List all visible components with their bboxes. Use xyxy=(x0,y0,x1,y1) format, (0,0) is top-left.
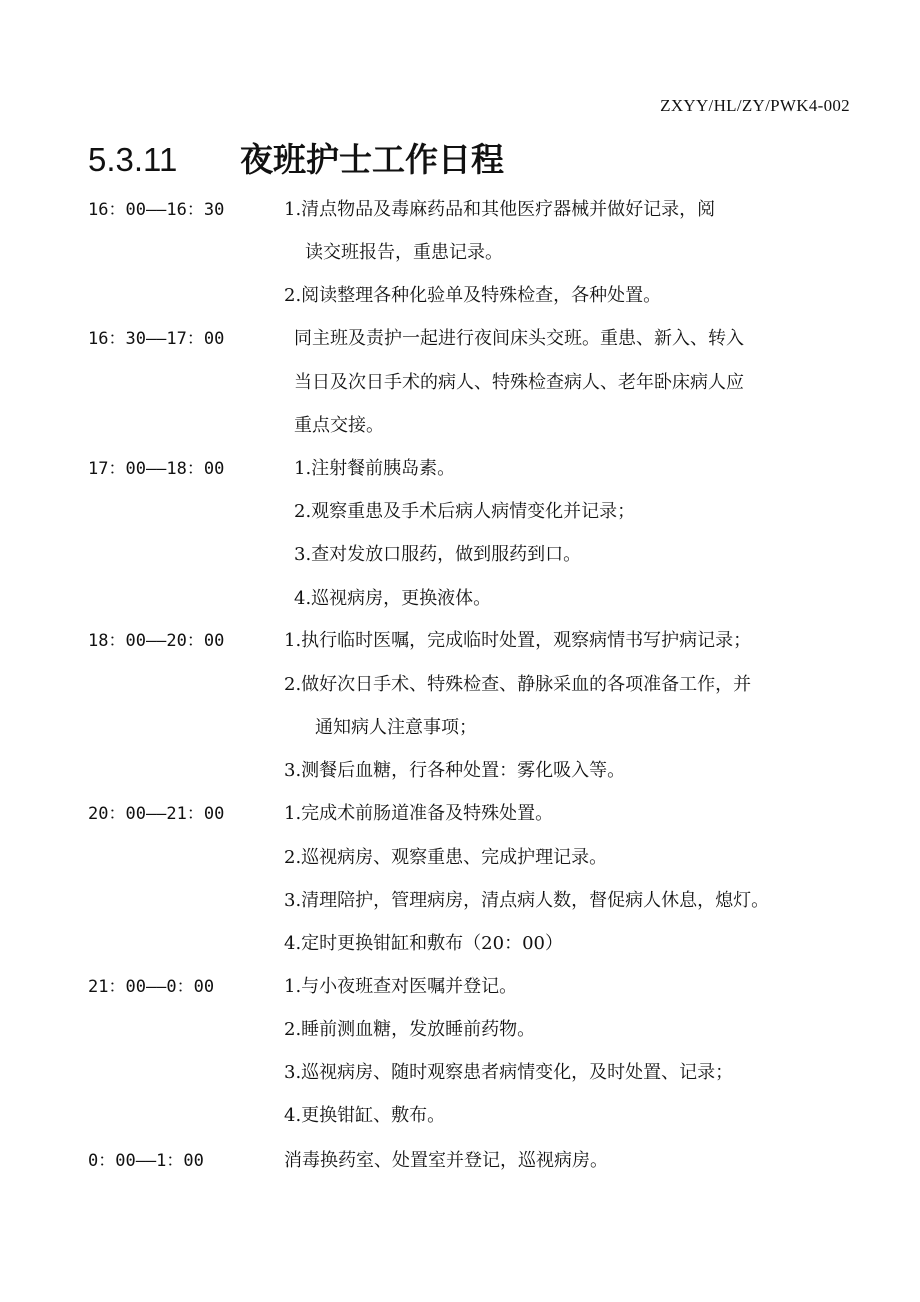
task-line: 3.清理陪护，管理病房，清点病人数，督促病人休息，熄灯。 xyxy=(284,890,770,911)
time-slot: 21：00——0：00 xyxy=(88,977,215,997)
time-slot: 16：30——17：00 xyxy=(88,329,225,349)
task-line: 重点交接。 xyxy=(294,415,384,436)
task-line: 1.注射餐前胰岛素。 xyxy=(294,458,456,479)
task-line: 2.做好次日手术、特殊检查、静脉采血的各项准备工作，并 xyxy=(284,674,752,695)
section-heading xyxy=(88,134,504,181)
task-line: 读交班报告，重患记录。 xyxy=(305,242,503,263)
time-slot: 16：00——16：30 xyxy=(88,200,225,220)
task-line: 2.观察重患及手术后病人病情变化并记录； xyxy=(294,501,636,522)
document-code: ZXYY/HL/ZY/PWK4-002 xyxy=(660,96,850,115)
task-line: 4.巡视病房，更换液体。 xyxy=(294,588,492,609)
task-line: 3.查对发放口服药，做到服药到口。 xyxy=(294,544,582,565)
time-slot: 17：00——18：00 xyxy=(88,459,225,479)
task-line: 通知病人注意事项； xyxy=(315,717,477,738)
task-line: 4.定时更换钳缸和敷布（20：00） xyxy=(284,933,563,954)
time-slot: 0：00——1：00 xyxy=(88,1151,204,1171)
task-line: 3.测餐后血糖，行各种处置：雾化吸入等。 xyxy=(284,760,626,781)
task-line: 3.巡视病房、随时观察患者病情变化，及时处置、记录； xyxy=(284,1062,734,1083)
section-title: 夜班护士工作日程 xyxy=(240,140,504,179)
time-slot: 18：00——20：00 xyxy=(88,631,225,651)
task-line: 同主班及责护一起进行夜间床头交班。重患、新入、转入 xyxy=(294,328,744,349)
task-line: 4.更换钳缸、敷布。 xyxy=(284,1105,446,1126)
task-line: 1.与小夜班查对医嘱并登记。 xyxy=(284,976,518,997)
time-slot: 20：00——21：00 xyxy=(88,804,225,824)
task-line: 1.完成术前肠道准备及特殊处置。 xyxy=(284,803,554,824)
section-number: 5.3.11 xyxy=(88,141,178,178)
task-line: 1.清点物品及毒麻药品和其他医疗器械并做好记录，阅 xyxy=(284,199,716,220)
task-line: 1.执行临时医嘱，完成临时处置，观察病情书写护病记录； xyxy=(284,630,752,651)
task-line: 2.睡前测血糖，发放睡前药物。 xyxy=(284,1019,536,1040)
task-line: 当日及次日手术的病人、特殊检查病人、老年卧床病人应 xyxy=(294,372,744,393)
task-line: 2.阅读整理各种化验单及特殊检查，各种处置。 xyxy=(284,285,662,306)
task-line: 消毒换药室、处置室并登记，巡视病房。 xyxy=(284,1150,608,1171)
task-line: 2.巡视病房、观察重患、完成护理记录。 xyxy=(284,847,608,868)
